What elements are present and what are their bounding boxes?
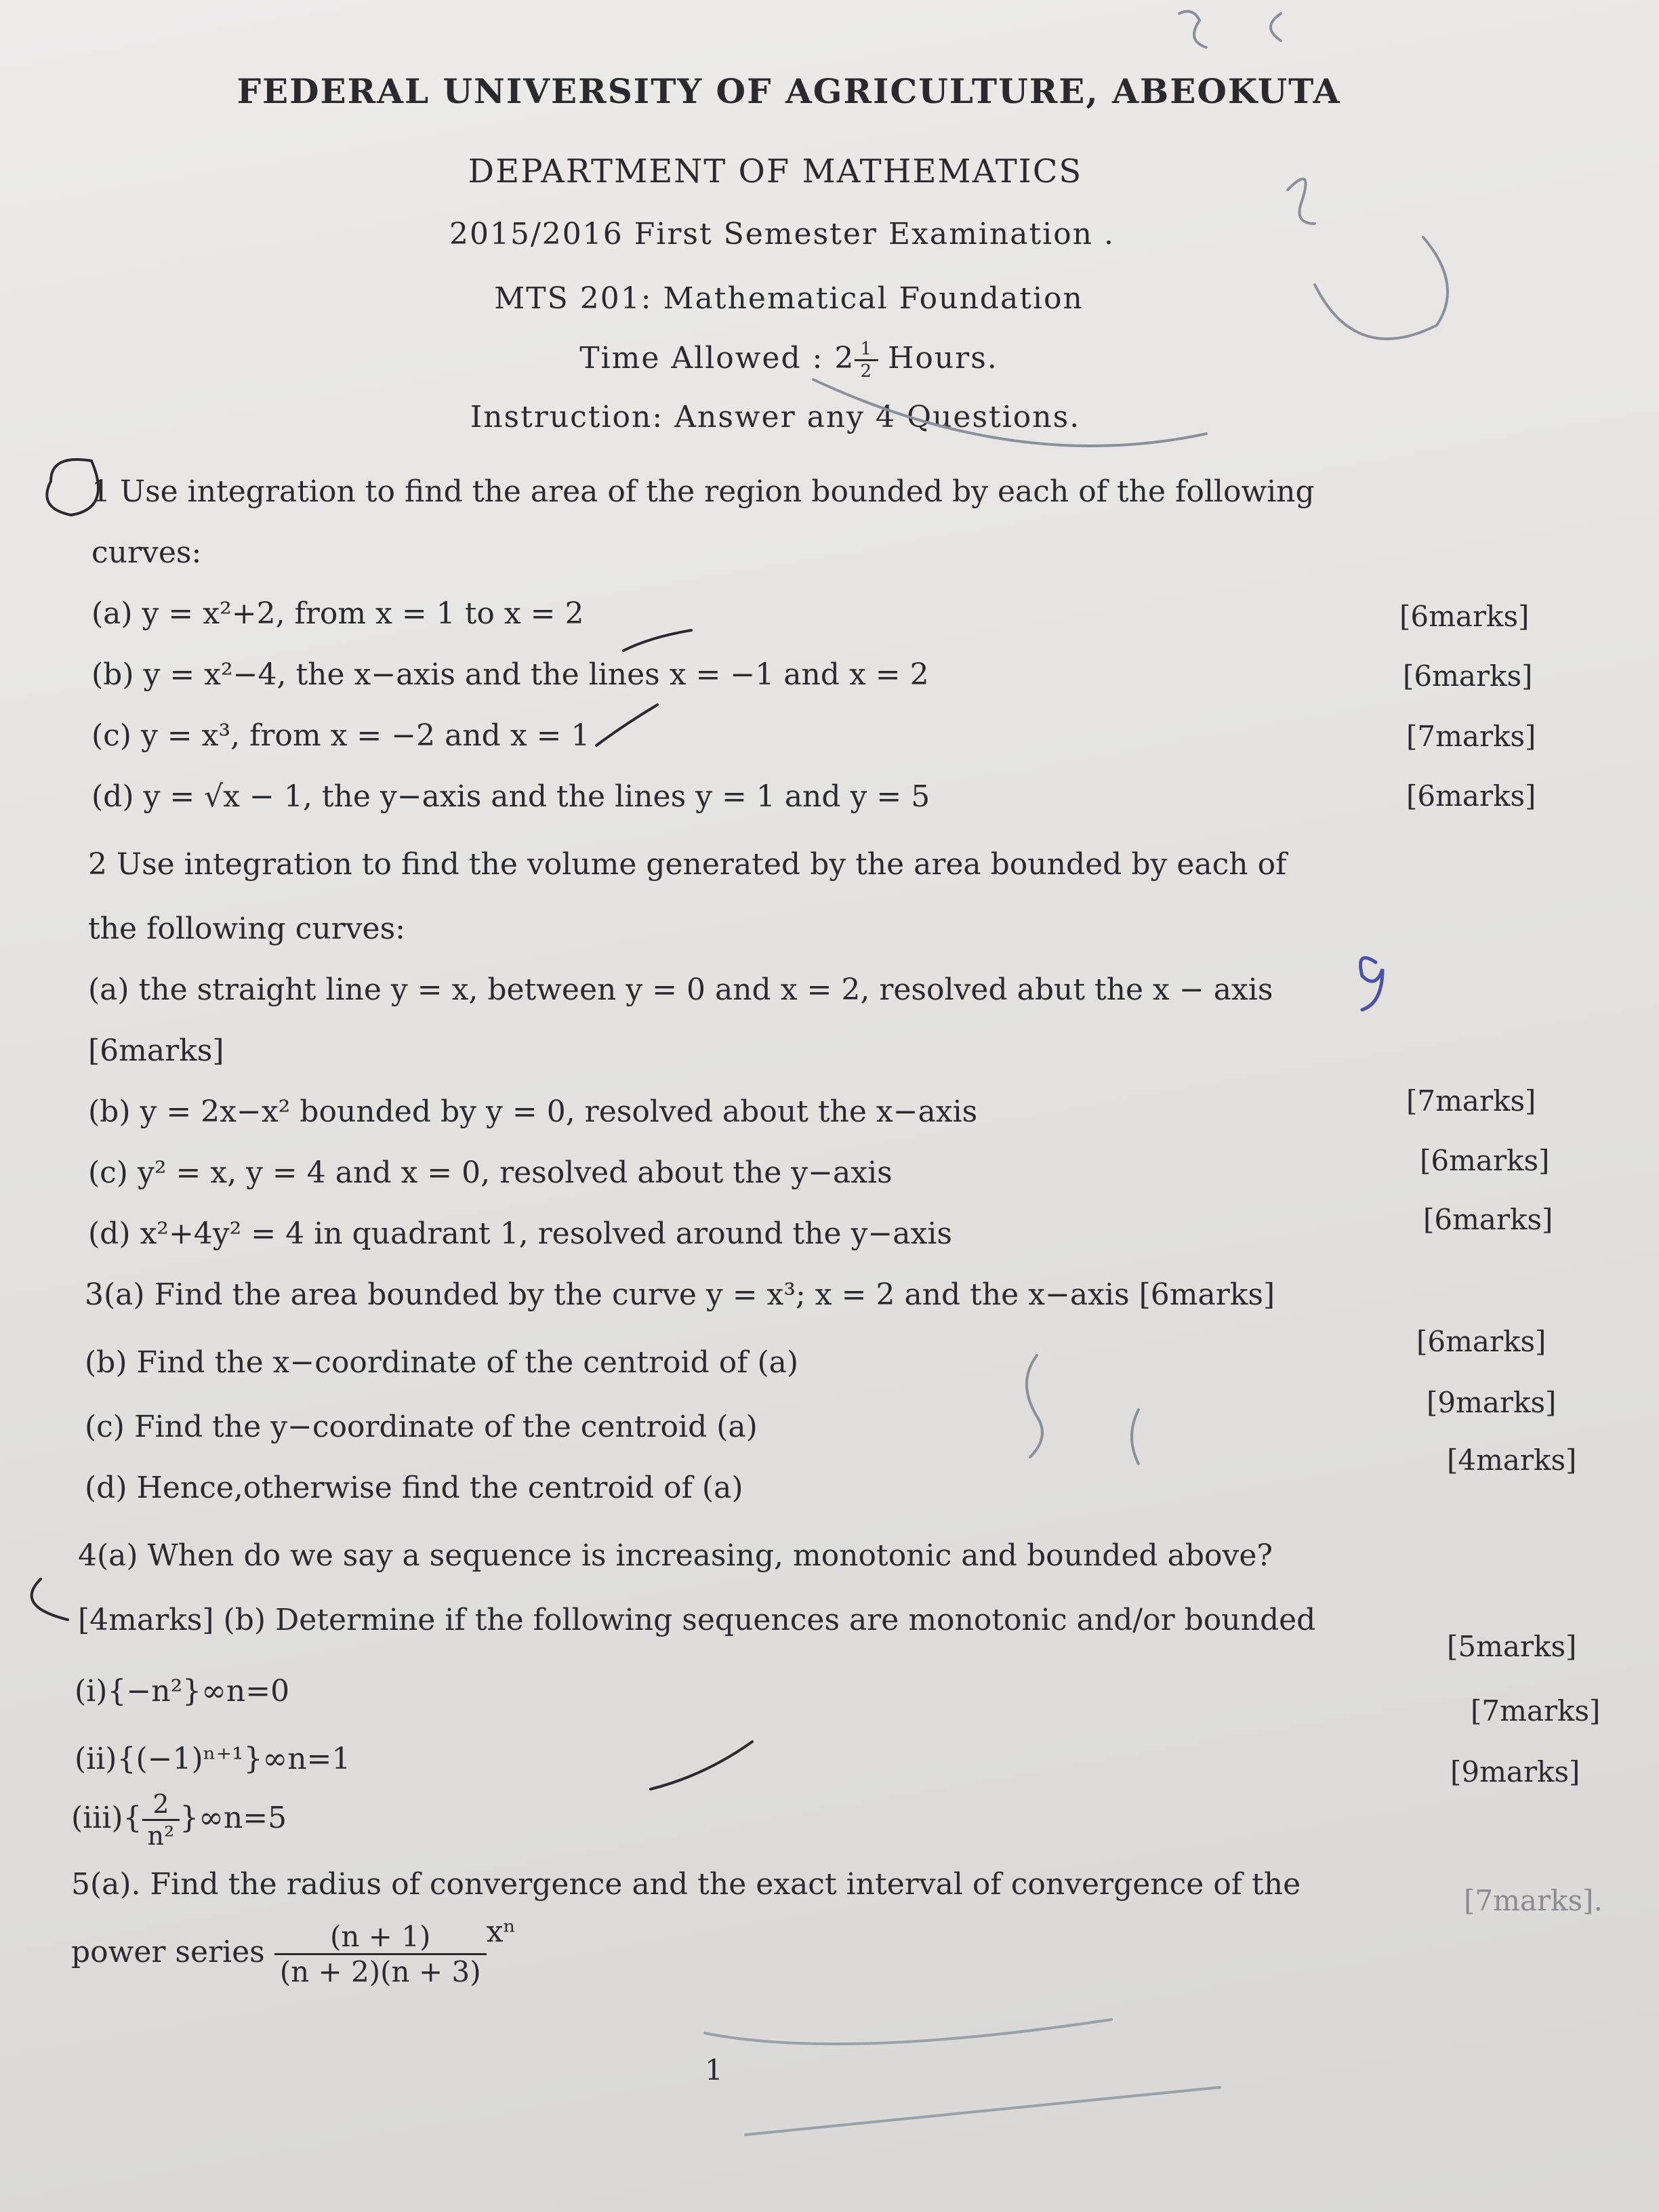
q4-mark-ii: [7marks] bbox=[1471, 1694, 1601, 1727]
time-prefix: Time Allowed : 2 bbox=[579, 341, 855, 375]
q1-circle-mark bbox=[47, 459, 98, 515]
time-suffix: Hours. bbox=[887, 341, 998, 375]
scribble-bottom bbox=[705, 2020, 1111, 2044]
q4-seq-ii: (ii){(−1)ⁿ⁺¹}∞n=1 bbox=[75, 1742, 351, 1776]
scribble-top-1 bbox=[1179, 12, 1206, 47]
q1-mark-b: [6marks] bbox=[1403, 659, 1533, 693]
scribble-y-eq bbox=[1288, 179, 1315, 224]
q4-part-b: [4marks] (b) Determine if the following sequences are monotonic and/or bounded bbox=[78, 1603, 1316, 1637]
q1-part-d: (d) y = √x − 1, the y−axis and the lines y = 1 and y = 5 bbox=[91, 779, 930, 814]
blue-y-scribble bbox=[1361, 958, 1383, 1010]
q3-part-b: (b) Find the x−coordinate of the centroid of (a) bbox=[85, 1345, 799, 1380]
q4-mark-iii: [9marks] bbox=[1450, 1755, 1580, 1788]
q5-series-post: xⁿ bbox=[486, 1914, 516, 1949]
q3-part-d: (d) Hence,otherwise find the centroid of (a) bbox=[85, 1471, 743, 1505]
q5-series-den: (n + 2)(n + 3) bbox=[279, 1955, 481, 1988]
time-frac-den: 2 bbox=[860, 361, 873, 382]
q5-series-pre: power series bbox=[71, 1935, 265, 1969]
q1-mark-c: [7marks] bbox=[1406, 720, 1536, 753]
tick-a bbox=[623, 630, 691, 651]
q2-part-a-mark: [6marks] bbox=[88, 1033, 224, 1068]
q1-part-b: (b) y = x²−4, the x−axis and the lines x = −1 and x = 2 bbox=[91, 657, 929, 692]
q3-mark-d: [4marks] bbox=[1447, 1443, 1577, 1477]
q4-bracket-mark bbox=[32, 1579, 68, 1620]
q3-mark-b: [6marks] bbox=[1416, 1325, 1547, 1358]
scribble-bottom-2 bbox=[745, 2087, 1220, 2135]
q2-part-a: (a) the straight line y = x, between y = 0 and x = 2, resolved abut the x − axis bbox=[88, 972, 1273, 1007]
q4-mark-i: [5marks] bbox=[1447, 1630, 1577, 1663]
q2-stem-line2: the following curves: bbox=[88, 912, 405, 946]
scribble-arc bbox=[813, 380, 1206, 446]
scribble-integral bbox=[1027, 1355, 1042, 1457]
tick-c bbox=[596, 705, 657, 745]
q1-mark-a: [6marks] bbox=[1399, 600, 1530, 633]
course-title: MTS 201: Mathematical Foundation bbox=[494, 281, 1084, 316]
q4-seq-iii-pre: (iii){ bbox=[71, 1801, 142, 1835]
q4-seq-iii-num: 2 bbox=[142, 1789, 180, 1821]
q1-part-c: (c) y = x³, from x = −2 and x = 1 bbox=[91, 718, 590, 753]
university-title: FEDERAL UNIVERSITY OF AGRICULTURE, ABEOKUTA bbox=[237, 71, 1341, 111]
q3-part-a: 3(a) Find the area bounded by the curve y = x³; x = 2 and the x−axis [6marks] bbox=[85, 1277, 1275, 1312]
department-title: DEPARTMENT OF MATHEMATICS bbox=[468, 152, 1083, 190]
q2-stem-line1: 2 Use integration to find the volume generated by the area bounded by each of bbox=[88, 847, 1287, 882]
q2-part-b: (b) y = 2x−x² bounded by y = 0, resolved about the x−axis bbox=[88, 1094, 978, 1129]
q5-part-a: 5(a). Find the radius of convergence and the exact interval of convergence of the bbox=[71, 1867, 1301, 1902]
exam-title: 2015/2016 First Semester Examination . bbox=[449, 217, 1115, 251]
q4-seq-iii-den: n² bbox=[147, 1821, 175, 1851]
q1-mark-d: [6marks] bbox=[1406, 779, 1536, 813]
q3-mark-c: [9marks] bbox=[1427, 1386, 1557, 1419]
q2-mark-d: [6marks] bbox=[1423, 1203, 1553, 1236]
q4-seq-i: (i){−n²}∞n=0 bbox=[75, 1674, 290, 1708]
q1-stem-line1: 1 Use integration to find the area of the region bounded by each of the following bbox=[91, 474, 1315, 509]
q4-seq-iii-post: }∞n=5 bbox=[180, 1801, 287, 1835]
scribble-integral-2 bbox=[1132, 1410, 1139, 1464]
instruction: Instruction: Answer any 4 Questions. bbox=[470, 400, 1081, 434]
page-number: 1 bbox=[705, 2053, 723, 2087]
q5-series-num: (n + 1) bbox=[274, 1920, 487, 1955]
q2-part-c: (c) y² = x, y = 4 and x = 0, resolved about the y−axis bbox=[88, 1155, 893, 1190]
scribble-top-2 bbox=[1271, 14, 1281, 41]
q2-part-d: (d) x²+4y² = 4 in quadrant 1, resolved around the y−axis bbox=[88, 1216, 952, 1251]
tick-q4 bbox=[651, 1742, 752, 1789]
scribble-circle bbox=[1315, 237, 1448, 339]
q2-mark-c: [6marks] bbox=[1420, 1144, 1550, 1177]
q1-part-a: (a) y = x²+2, from x = 1 to x = 2 bbox=[91, 596, 584, 631]
q2-mark-b: [7marks] bbox=[1406, 1084, 1536, 1118]
q3-part-c: (c) Find the y−coordinate of the centroid (a) bbox=[85, 1410, 758, 1444]
q5-mark: [7marks]. bbox=[1464, 1884, 1603, 1917]
time-frac-num: 1 bbox=[855, 339, 878, 361]
q1-stem-line2: curves: bbox=[91, 535, 202, 570]
q4-part-a: 4(a) When do we say a sequence is increasing, monotonic and bounded above? bbox=[78, 1538, 1273, 1573]
